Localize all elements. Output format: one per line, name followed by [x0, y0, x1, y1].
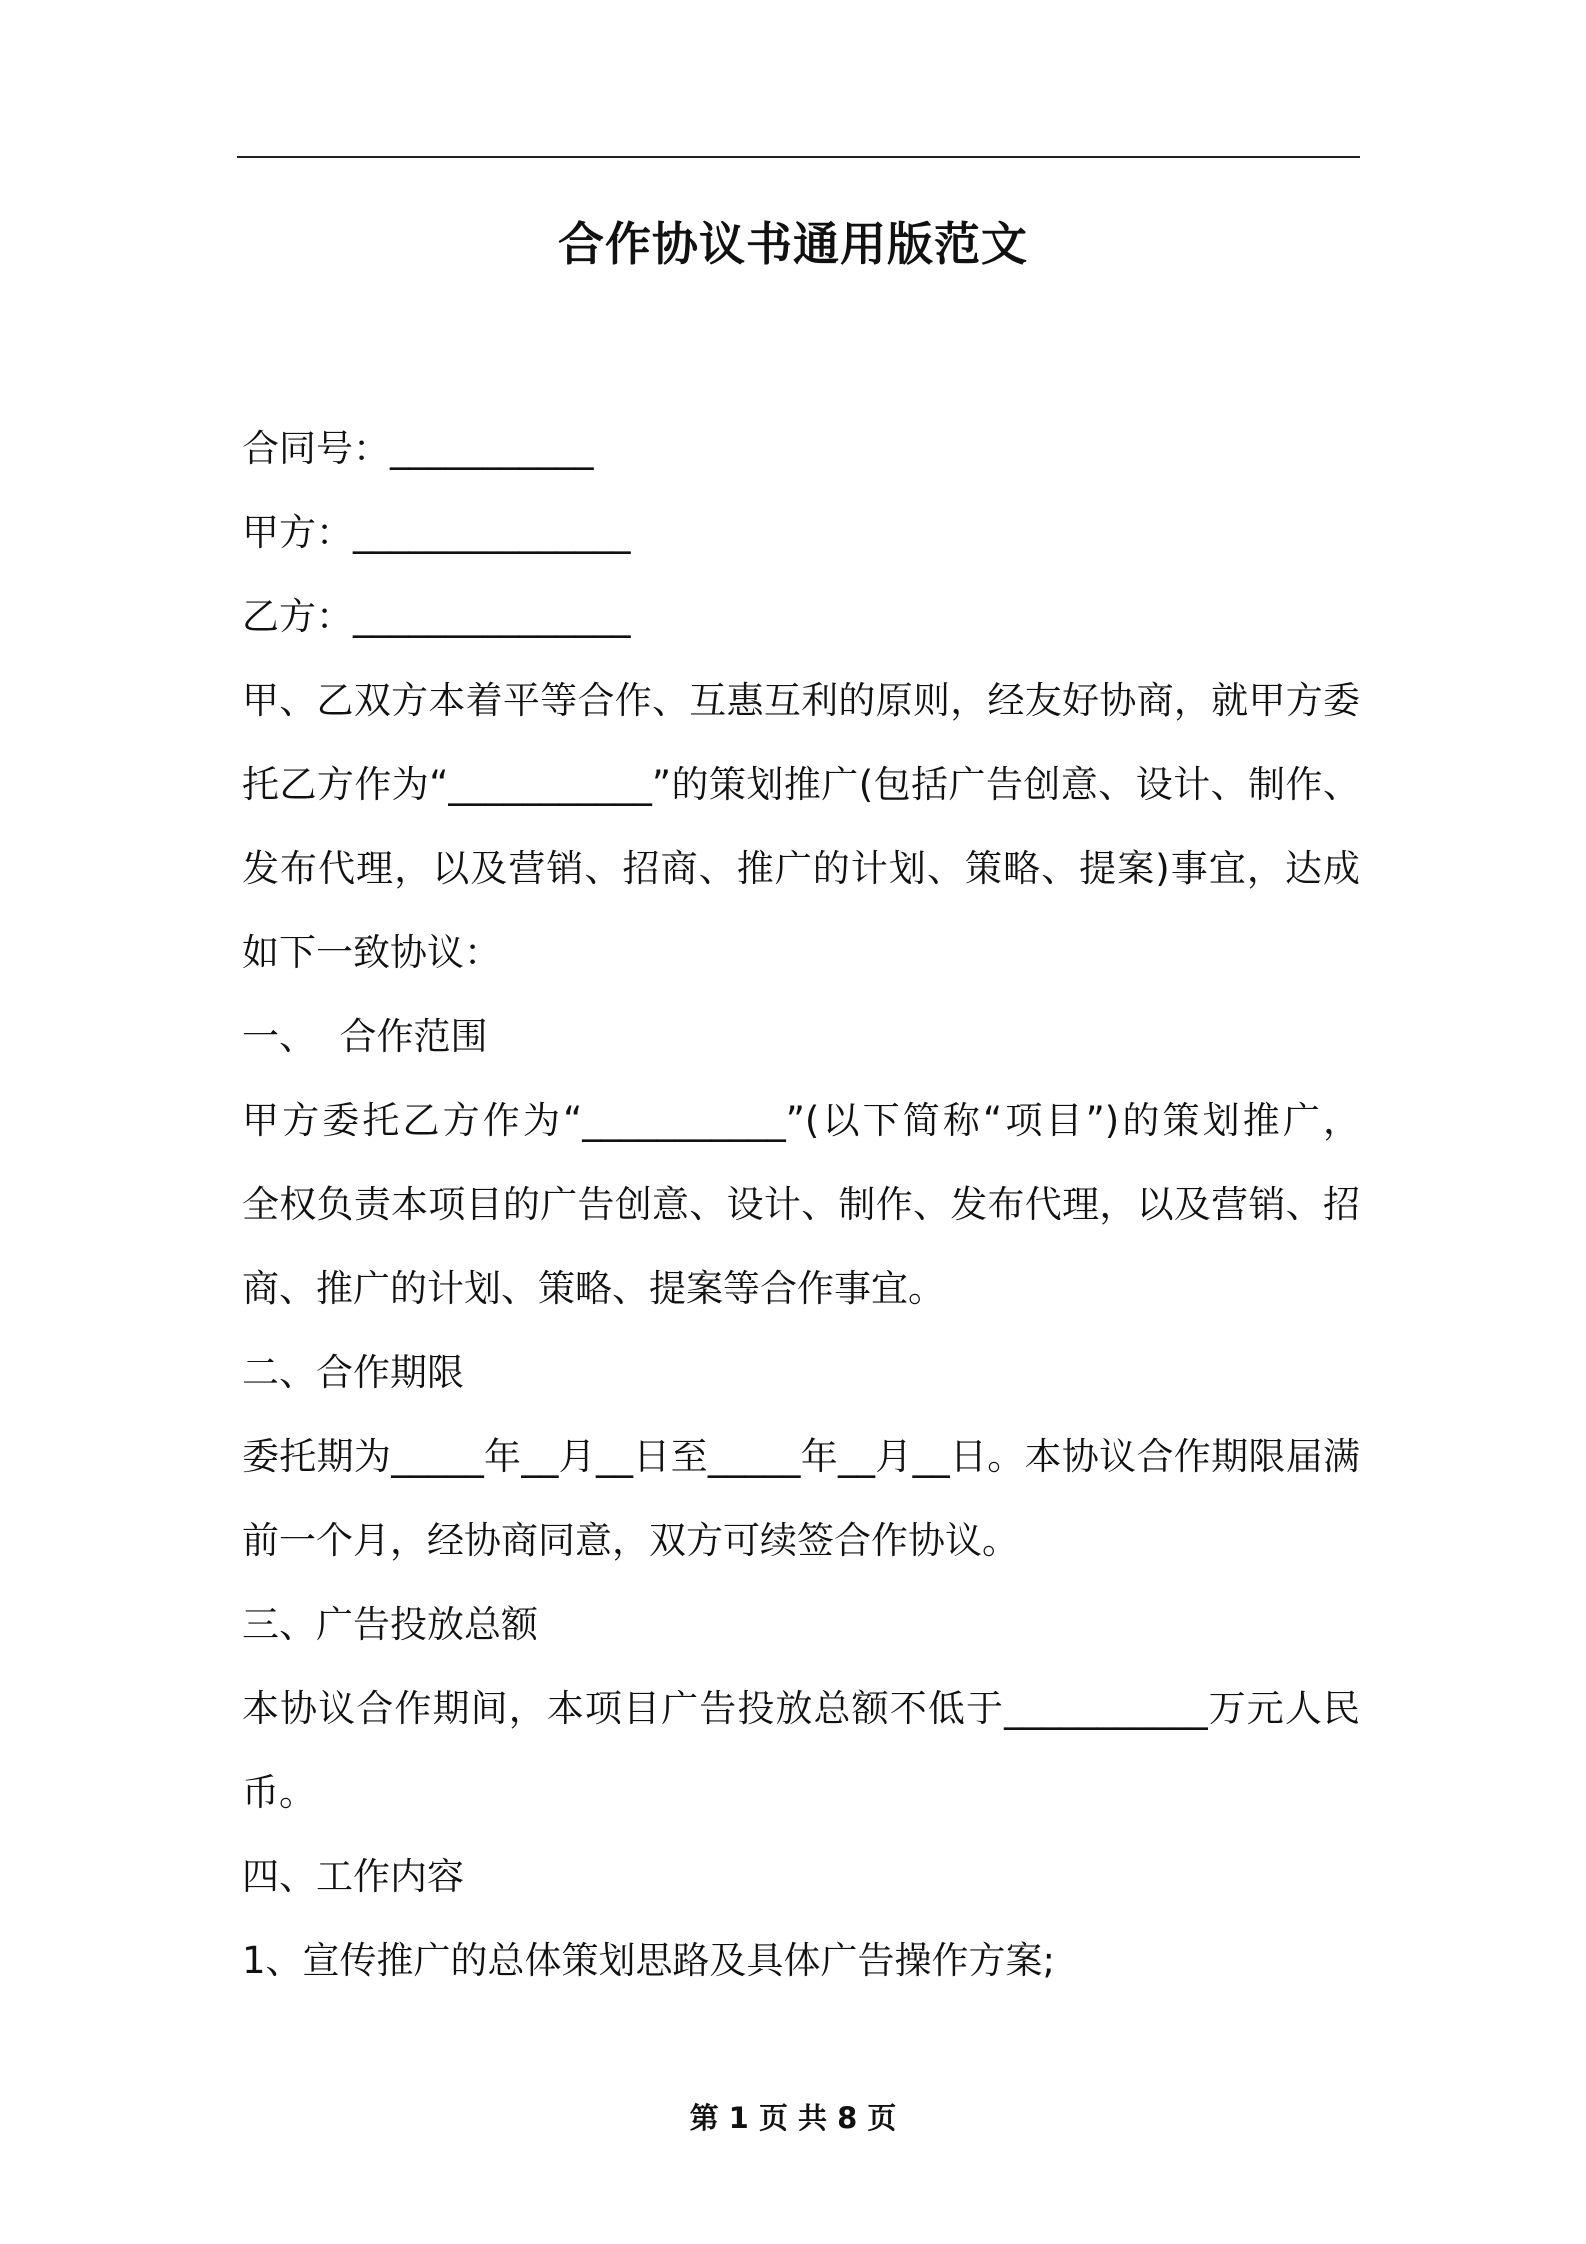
body-line: 1、宣传推广的总体策划思路及具体广告操作方案;	[242, 1939, 1056, 1982]
body-line: 四、工作内容	[242, 1855, 464, 1898]
body-line: 全权负责本项目的广告创意、设计、制作、发布代理，以及营销、招	[242, 1183, 1360, 1226]
page-footer: 第 1 页 共 8 页	[689, 2101, 897, 2135]
body-line: 合同号：___________	[242, 427, 594, 470]
body-line: 甲方：_______________	[242, 511, 631, 554]
body-line: 乙方：_______________	[242, 595, 631, 638]
header-rule	[237, 156, 1360, 158]
body-line: 托乙方作为“___________”的策划推广(包括广告创意、设计、制作、	[242, 763, 1360, 806]
body-line: 一、 合作范围	[242, 1015, 488, 1058]
document-title: 合作协议书通用版范文	[558, 217, 1028, 271]
body-line: 甲方委托乙方作为“___________”(以下简称“项目”)的策划推广，	[242, 1099, 1360, 1142]
body-line: 委托期为_____年__月__日至_____年__月__日。本协议合作期限届满	[242, 1435, 1360, 1478]
body-line: 前一个月，经协商同意，双方可续签合作协议。	[242, 1519, 1019, 1562]
body-line: 币。	[242, 1771, 316, 1814]
body-line: 本协议合作期间，本项目广告投放总额不低于___________万元人民	[242, 1687, 1360, 1730]
body-line: 如下一致协议：	[242, 931, 501, 974]
body-line: 甲、乙双方本着平等合作、互惠互利的原则，经友好协商，就甲方委	[242, 679, 1360, 722]
body-line: 商、推广的计划、策略、提案等合作事宜。	[242, 1267, 945, 1310]
body-line: 二、合作期限	[242, 1351, 464, 1394]
document-body	[242, 407, 1360, 2003]
body-line: 三、广告投放总额	[242, 1603, 538, 1646]
body-line: 发布代理，以及营销、招商、推广的计划、策略、提案)事宜，达成	[242, 847, 1360, 890]
